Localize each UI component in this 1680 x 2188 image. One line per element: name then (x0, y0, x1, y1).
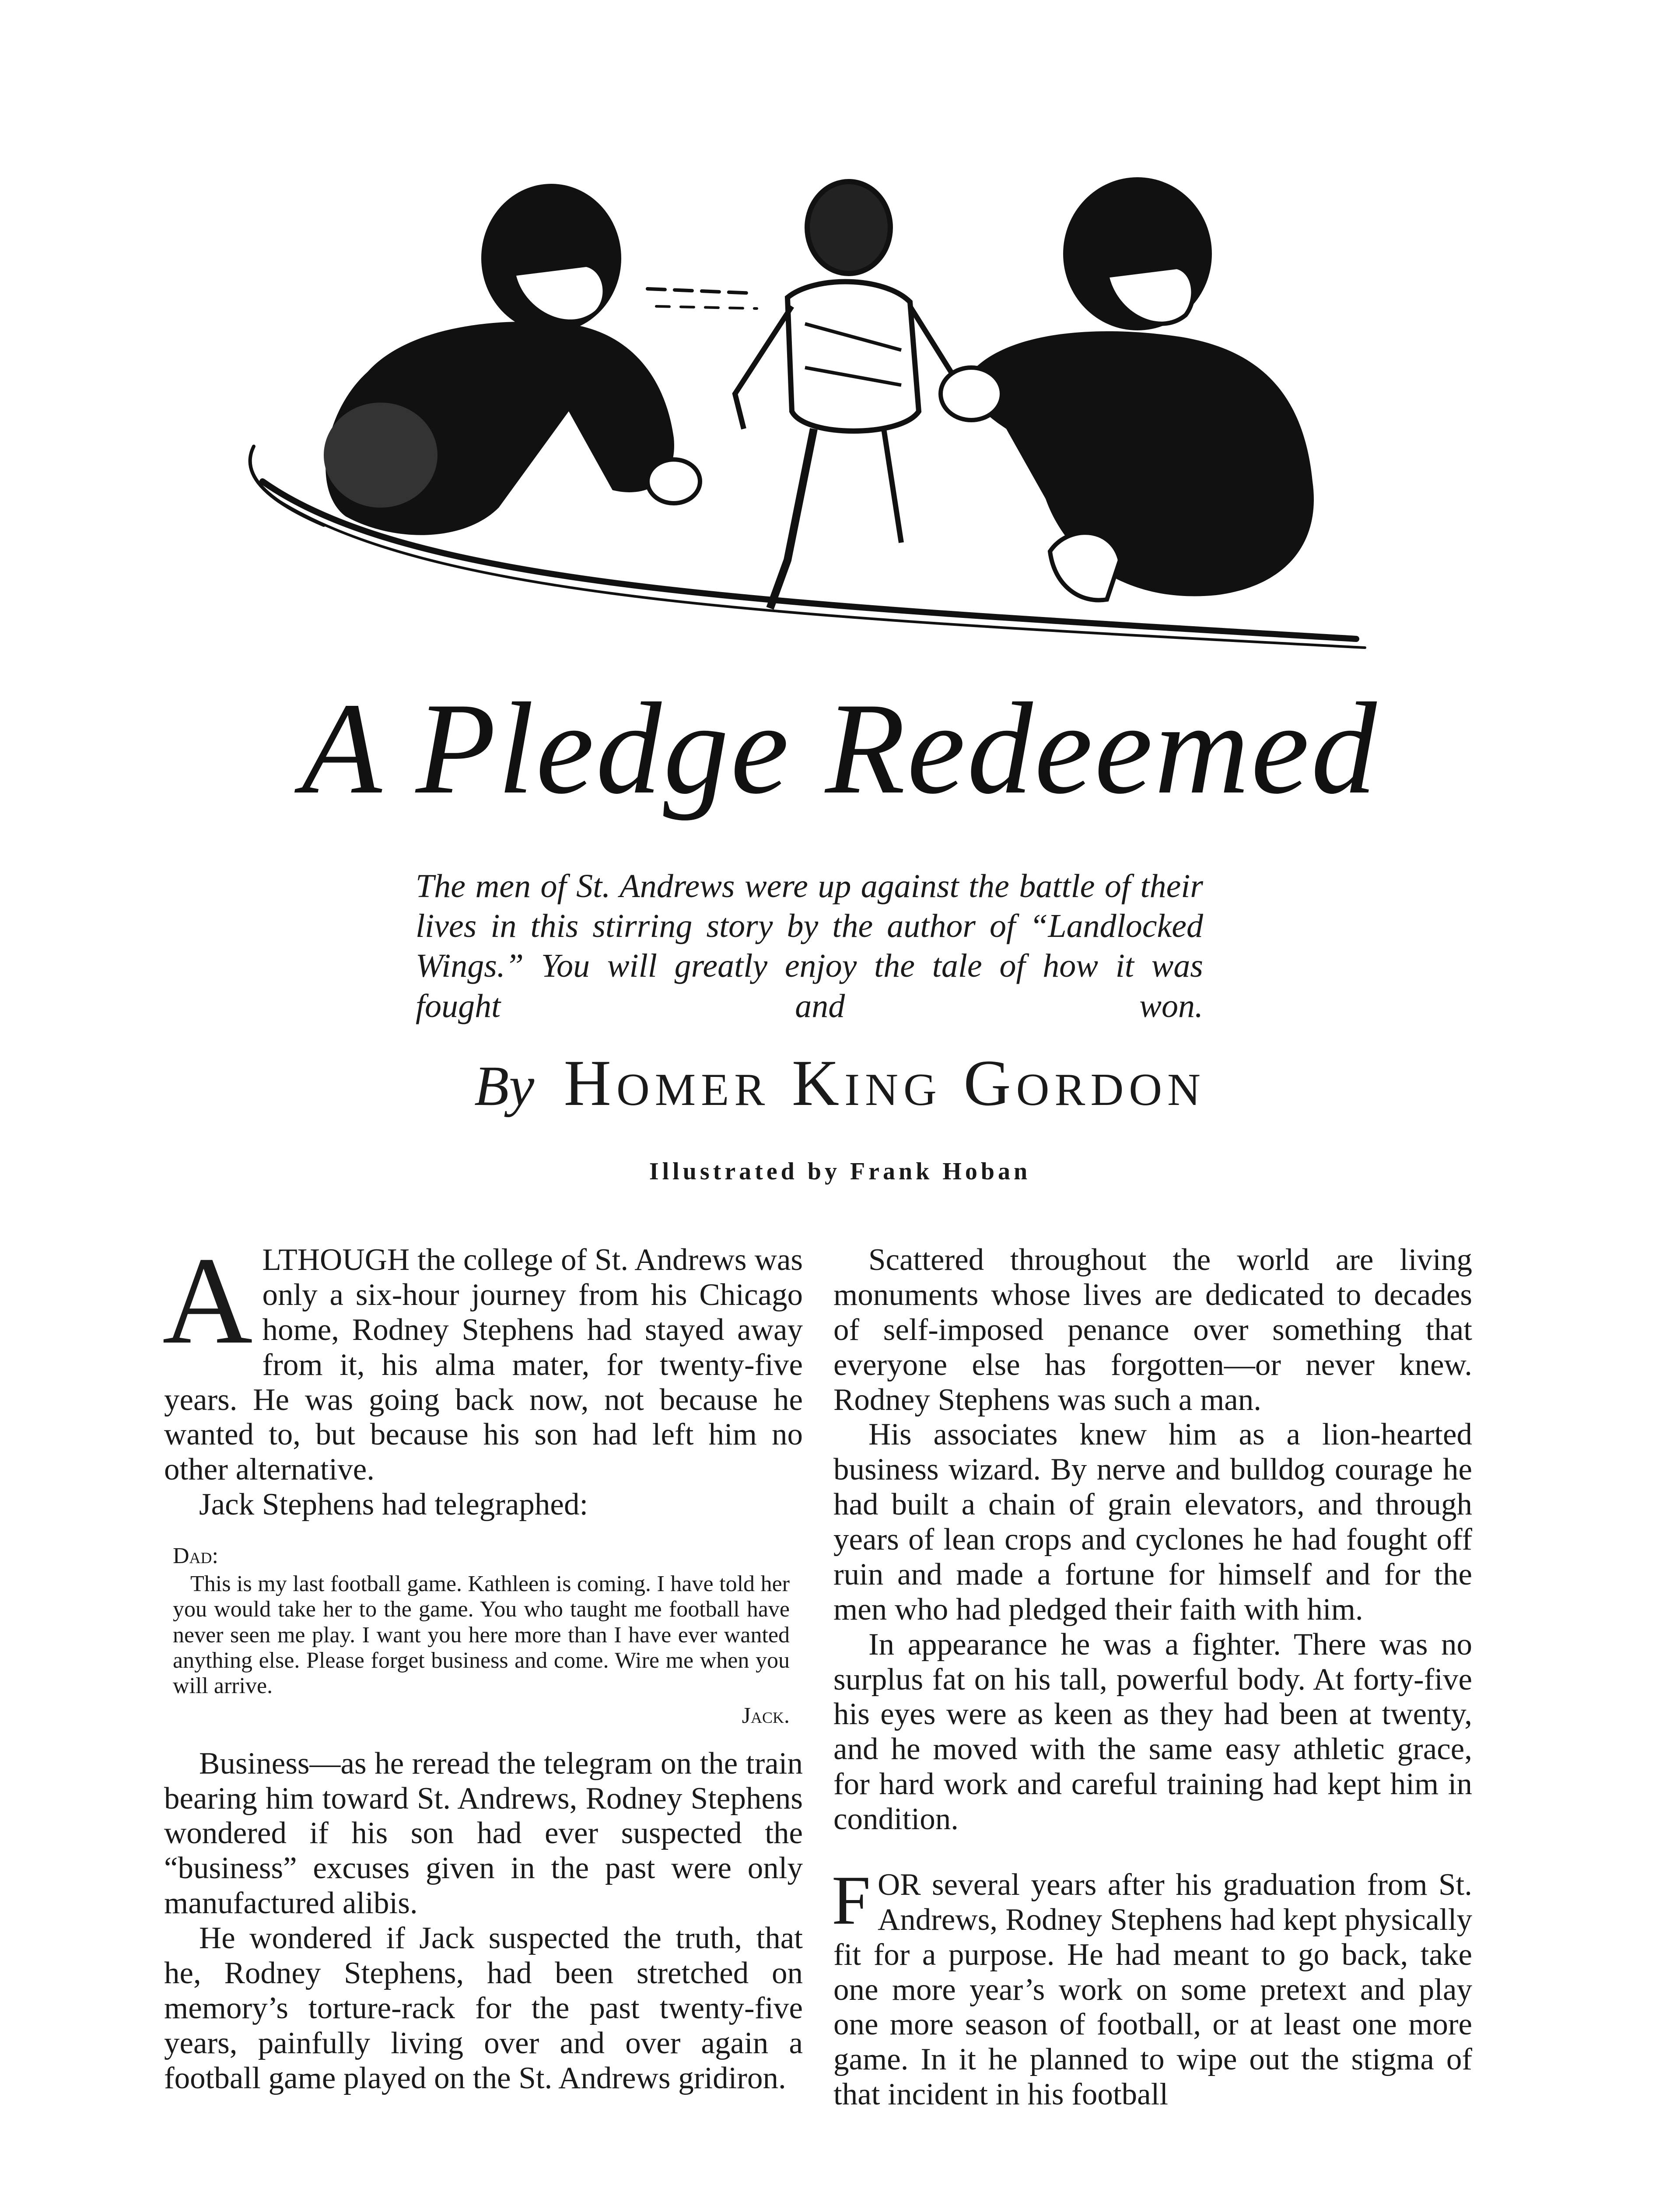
byline (0, 1047, 1680, 1119)
paragraph: In appearance he was a fighter. There was no surplus fat on his tall, powerful body. At forty-five his eyes were as keen as they had been at twenty, and he moved with the same easy athletic grace, for hard work and careful training had kept him in condition. (833, 1627, 1472, 1836)
telegram-body: This is my last football game. Kathleen is coming. I have told her you would take her to the game. You who taught me football have never seen me play. I want you here more than I have ever wanted anything else. Please forget business and come. Wire me when you will arrive. (173, 1571, 790, 1699)
article-title: A Pledge Redeemed (301, 676, 1379, 821)
drop-cap: F (832, 1861, 871, 1939)
paragraph-text: LTHOUGH the college of St. Andrews was only a six-hour journey from his Chicago home, Rodney Stephens had stayed away from it, his alma mater, for twenty-five years. He was going back now, not because he wanted to, but because his son had left him no other alternative. (164, 1243, 803, 1487)
author-name: Homer King Gordon (564, 1047, 1206, 1119)
telegram-salutation: Dad: (173, 1543, 218, 1568)
byline-prefix: By (474, 1055, 535, 1118)
paragraph: Business—as he reread the telegram on the train bearing him toward St. Andrews, Rodney Stephens wondered if his son had ever suspected the “business” excuses given in the past were only manufactured alibis. (164, 1746, 803, 1921)
paragraph-text: OR several years after his graduation from St. Andrews, Rodney Stephens had kept physically fit for a purpose. He had meant to go back, take one more year’s work on some pretext and play one more season of football, or at least one more game. In it he planned to wipe out the stigma of that incident in his football (833, 1867, 1472, 2112)
telegram-signature: Jack. (742, 1703, 790, 1729)
paragraph: Jack Stephens had telegraphed: (199, 1487, 588, 1522)
paragraph: His associates knew him as a lion-hearted business wizard. By nerve and bulldog courage he had built a chain of grain elevators, and through years of lean crops and cyclones he had fought off ruin and made a fortune for himself and for the men who had pledged their faith with him. (833, 1417, 1472, 1627)
right-column (833, 1243, 1472, 2112)
football-illustration (236, 166, 1400, 665)
section-break (833, 1837, 1472, 1868)
article-deck: The men of St. Andrews were up against the battle of their lives in this stirring story by the author of “Landlocked Wings.” You will greatly enjoy the tale of how it was fought and won. (416, 868, 1203, 1024)
paragraph: Scattered throughout the world are living monuments whose lives are dedicated to decades of self-imposed penance over something that everyone else has forgotten—or never knew. Rodney Stephens was such a man. (833, 1243, 1472, 1417)
drop-cap: A (162, 1231, 253, 1370)
paragraph (832, 1861, 1472, 2112)
left-column (162, 1231, 803, 2096)
illustrator-credit: Illustrated by Frank Hoban (649, 1158, 1031, 1185)
telegram (164, 1543, 803, 1729)
paragraph (162, 1231, 803, 1487)
paragraph: He wondered if Jack suspected the truth, that he, Rodney Stephens, had been stretched on memory’s torture-rack for the past twenty-five years, painfully living over and over again a football game played on the St. Andrews gridiron. (164, 1921, 803, 2095)
